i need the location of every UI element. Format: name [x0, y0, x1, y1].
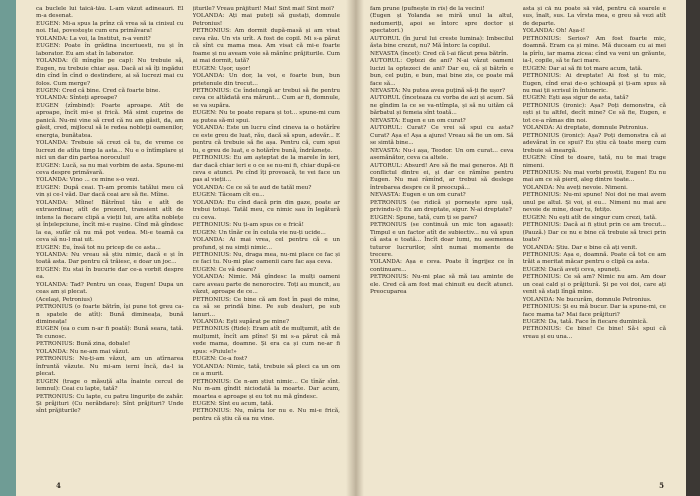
dialogue-paragraph: (Acelaşi, Petronius): [36, 296, 93, 303]
dialogue-paragraph: PETRONIUS (se continuă un mic ton agasat): Timpul e un factor atît de subiectiv... nu vă spun că asta e toată... Încît doar lumi, nu asemenea tuturor lucrurilor, sînt numai momente de trecere.: [370, 222, 514, 258]
dialogue-paragraph: EUGEN: Eu, însă tot nu pricep de ce asta...: [36, 244, 161, 251]
dialogue-paragraph: fam prune (pufnește în rîs) de la vecini!: [370, 6, 485, 12]
dialogue-paragraph: EUGEN (zîmbind): Foarte aproape. Atît de aproape, încît mi-e și frică. Mă simt cuprins de panică. Nu-mi vine să cred că nu am găsit, da, am găsit, cred, mijlocul să le redea nobleţii oamenilor, energia, bunătatea.: [36, 102, 184, 139]
dialogue-paragraph: EUGEN: Dar ai să fii tot mare acum, tată.: [522, 65, 643, 72]
dialogue-paragraph: EUGEN: Lucă, sa nu mai vorbim de asta. Spune-mi ceva despre primăvară.: [36, 162, 184, 176]
page-number-right: 5: [659, 481, 664, 490]
dialogue-paragraph: PETRONIUS: Ce n-am știut nimic... Ce tînăr sînt. Nu m-am gîndit niciodată la moarte. Dar acum, moartea e aproape și eu tot nu mă gîndesc.: [192, 378, 340, 400]
dialogue-paragraph: YOLANDA: Sînteți aproape?: [36, 95, 118, 102]
dialogue-paragraph: YOLANDA: Ai dreptate, domnule Petronius.: [522, 125, 649, 132]
dialogue-paragraph: EUGEN: Sînt eu acum, tată.: [192, 401, 274, 408]
dialogue-paragraph: PETRONIUS: Ai dreptate! Ai fost și tu mic, Eugen, cînd erai de-o șchioapă și ți-am spus să nu mai ții scrisul în întuneric.: [522, 73, 666, 94]
right-page-column-1: [370, 6, 514, 476]
left-page: [16, 0, 354, 496]
dialogue-paragraph: jiturile? Vreau prăjituri! Mai! Sînt mai! Sînt moi?: [192, 6, 335, 12]
book-back-edge: [686, 0, 700, 496]
dialogue-paragraph: PETRONIUS: Bună zina, dobale!: [36, 341, 131, 348]
dialogue-paragraph: PETRONIUS: Dacă ai fi știut prin ce am trecut... (Pauză.) Dar ce nu e bine că trebuie să treci prin toate?: [522, 222, 666, 244]
dialogue-paragraph: YOLANDA: Ce ce să te aud de tatăl meu?: [192, 184, 312, 191]
dialogue-paragraph: NEVASTA: Eugen e un om curat?: [370, 117, 466, 124]
dialogue-paragraph: YOLANDA: Ai mai vrea, cel pentru că e un profund, și nu simți nimic...: [192, 237, 340, 251]
dialogue-paragraph: PETRONIUS: Eu am așteptat de la marele în ieri, dar dacă chiar ieri e o ce se nu-mi fi, chiar după-ce ceva e atunci. Pe cînd îți provoacă, te vei face un pas al vieții...: [192, 155, 340, 184]
dialogue-paragraph: EUGEN: Ușor, ușor!: [192, 65, 251, 72]
dialogue-paragraph: NEVASTA: Nu-i așa, Teodor. Un om curat... ceva asemănător, ceva ca altele.: [370, 147, 514, 162]
right-page-columns: [370, 6, 666, 476]
dialogue-paragraph: EUGEN: Eu stai în bucurie dar ce-a vorbit despre ea.: [36, 266, 184, 281]
dialogue-paragraph: YOLANDA: Ești supărat pe mine?: [192, 319, 290, 326]
left-page-column-2: [193, 6, 341, 476]
dialogue-paragraph: PETRONIUS (se ridică și pornește spre ușă, privindu-i): Eu am dreptate, sigur. N-ai dreptate?: [370, 199, 514, 214]
book-cover-edge: [0, 0, 16, 496]
dialogue-paragraph: YOLANDA: Tad? Pentru un ceas, Eugen! Dupa un ceas am și plecat.: [36, 281, 184, 296]
dialogue-paragraph: PETRONIUS: Nu mai vorbi prostii, Eugen! Eu nu mai am ce să pierd, aleg dintre toate...: [522, 169, 666, 184]
dialogue-paragraph: PETRONIUS: Ce bine! Ce bine! Să-i spui că vreau și eu una...: [522, 326, 666, 340]
dialogue-paragraph: PETRONIUS: Nu-ți-am văzut, am un atîrnarea înfruntă văzute. Nu mi-am ierni încă, da-l ia plecat.: [36, 356, 184, 378]
dialogue-paragraph: EUGEN: Mi-a spus la prînz că vrea să ia cinisul cu noi. Hai, povesteşte cum era primăvara!: [36, 20, 184, 35]
dialogue-paragraph: NEVASTA: Eugen e un om curat?: [370, 192, 466, 199]
dialogue-paragraph: PETRONIUS: Nu ți-am spus ce e frică!: [192, 222, 304, 229]
dialogue-paragraph: YOLANDA: Vino ... ce mine s-o vezi.: [36, 177, 140, 184]
dialogue-paragraph: YOLANDA: Nimic, tată, trebuie să pleci ca un om ce a murit.: [192, 363, 340, 378]
dialogue-paragraph: EUGEN: Nu te poate repara și tot... spune-mi cum aș putea să-mi spui.: [192, 110, 340, 124]
dialogue-paragraph: EUGEN: Un tînăr ce în celula vie nu-ți ucide...: [192, 229, 326, 236]
dialogue-paragraph: PETRONIUS: Am dormit după-masă și am visat ceva rău. Un vis urît. A fost de copil. Mi s-a părut că sînt cu mama mea. Am visat că mi-e foarte foame și nu aveam voie să mănînc prăjiturile. Cum ai mai dormit, tată?: [192, 28, 340, 65]
dialogue-paragraph: EUGEN: Dacă aveți ceva, spuneți.: [522, 266, 621, 273]
dialogue-paragraph: EUGEN: Spune, tată, cum ți se pare?: [370, 214, 478, 221]
dialogue-paragraph: EUGEN: După ceai. Ți-am promis tatălui meu că vin și ce-l văd. Dar dacă ceai are să fie. Mîine.: [36, 184, 184, 199]
dialogue-paragraph: EUGEN: Nu ești atît de singur cum crezi, tată.: [522, 214, 657, 221]
dialogue-paragraph: PETRONIUS: Cu lapte, cu patru lingurițe de zahăr. Și prăjituri (Cu nerăbdare): Sînt prăjituri? Unde sînt prăjiturile?: [36, 393, 184, 415]
dialogue-paragraph: YOLANDA: Ne bucurăm, domnule Petronius.: [522, 296, 652, 303]
dialogue-paragraph: PETRONIUS (ironic): Așa? Poți demonstra că ai adevărat în ce spui? Eu știu că toate merg cum trebuie să meargă.: [522, 132, 666, 154]
dialogue-paragraph: YOLANDA: Este un lucru cînd cineva ia o hotărîre ce este greu de luat, rău, dacă să spun, adevăr... E pentru că trebuie să fie așa. Pentru că, cum spui tu, e greu de luat, e o hotărîre bună, îndrăznețe.: [192, 125, 340, 154]
dialogue-paragraph: AUTORUL (în jurul lui creste lumina): Imbecilul ăsta bine crezut, nu? Mă întorc la copilul.: [370, 35, 514, 50]
dialogue-paragraph: YOLANDA: Ați mai puteți să gustați, domnule Petronius!: [192, 13, 340, 27]
dialogue-paragraph: EUGEN: Cred că bine. Cred că foarte bine.: [36, 87, 161, 94]
dialogue-paragraph: PETRONIUS (ironic): Așa? Poți demonstra, că ești și tu altfel, decît mine? Ce să fie, Eugen, e tot ce-a rămas din noi.: [522, 102, 666, 124]
dialogue-paragraph: PETRONIUS: Serios? Am fost foarte mic, doamnă. Eram ca și mine. Mă duceam cu ai mei la pîrîu, iar mama zicea: cînd va veni un grăunte, ia-l, copile, să te faci mare.: [522, 35, 666, 65]
dialogue-paragraph: PETRONIUS: Nu, draga mea, nu-mi place ce fac și ce faci tu. Nu-mi plac oamenii care fac așa ceva.: [192, 251, 340, 266]
left-page-columns: [36, 6, 340, 476]
dialogue-paragraph: (Eugen și Yolanda se miră unul la altul, nedumeriți, apoi se întorc spre doctor și spectatori.): [370, 13, 514, 35]
dialogue-paragraph: EUGEN: Ce-a fost?: [192, 356, 248, 363]
dialogue-paragraph: PETRONIUS: Ce bine că am fost în pași de mine, ca să se prindă bine. Pe sub dealuri, pe sub lanuri...: [192, 296, 340, 318]
dialogue-paragraph: EUGEN: Ce vă doare?: [192, 266, 257, 273]
dialogue-paragraph: PETRONIUS: Așa e, doamnă. Poate că tot ce am trăit a meritat măcar pentru o clipă ca asta.: [522, 251, 666, 266]
dialogue-paragraph: YOLANDA: Știu. Dar e bine că ați venit.: [522, 244, 638, 251]
dialogue-paragraph: PETRONIUS (Ride): Eram atît de mulțumit, atît de mulțumit, încît am plîns! Și mi s-a părut că mă vede mama, doamne. Și era ca și cum ne-ar fi spus: «Puiule!»: [192, 326, 340, 355]
left-page-column-1: [36, 6, 184, 476]
dialogue-paragraph: YOLANDA: Un dor, la voi, e foarte bun, bun prietenule din trecut...: [192, 73, 340, 87]
dialogue-paragraph: AUTORUL (înceteaza cu vorba de azi și acum. Să ne gîndim la ce se va-ntîmpla, și să nu uităm că bărbatul și femeia sînt toată...: [370, 95, 514, 117]
dialogue-paragraph: NEVASTA: Nu putea avea puțină să-ți fie ușor?: [370, 87, 506, 94]
dialogue-paragraph: EUGEN: Poate în grădina inceriuesti, nu și în laborator. Eu am stat în laborator.: [36, 43, 184, 57]
dialogue-paragraph: YOLANDA: Mîine! Bătrînul tău e atît de extraordinar, atît de prezent, transient atît de intens la fiecare clipă a vieții lui, are atîta noblețe și înțelepciune, încît mi-e rușine. Cînd mă gîndesc la ea, sufăr că nu mă pot vedea. Mi-e teamă ca ceva să nu-l mai uit.: [36, 199, 184, 244]
dialogue-paragraph: asta și că nu poate să văd, pentru că soarele e sus, înalt, sus. La vîrsta mea, e greu să vezi atît de departe.: [522, 6, 666, 27]
dialogue-paragraph: AUTORUL: Absurd! Are să fie mai generos. Ați fi conflictul dintre ei, și dar ce rămîne pentru Eugen. Nu mai râmînd, ar trebui să deslege întrebarea despre ce îl preocupă...: [370, 162, 514, 191]
dialogue-paragraph: PETRONIUS: Ce îndelungă ar trebui să fie pentru ceva ce altădată era mărunt... Cum ar fi, domnule, se va supăra.: [192, 87, 340, 109]
dialogue-paragraph: YOLANDA: Așa e ceva. Poate îl îngrijez ce în continuare...: [370, 259, 514, 273]
dialogue-paragraph: YOLANDA: Nu vreau să știu nimic, dacă e și în toată asta. Dar pentru că trăiesc, e doar un joc...: [36, 251, 184, 266]
dialogue-paragraph: EUGEN (ea o cum n-ar fi poată): Bună seara, tată. Te cunosc.: [36, 326, 184, 340]
right-page-column-2: [523, 6, 667, 476]
dialogue-paragraph: YOLANDA: Nimic. Mă gîndesc la mulți oameni care aveau parte de nenorocire. Toți au muncit, au văzut, aproape de ce...: [192, 274, 340, 296]
dialogue-paragraph: EUGEN: Tăceam cît eu...: [192, 192, 265, 199]
dialogue-paragraph: EUGEN (trage o măsuță alta înainte cercul de lemnul): Ceai cu lapte, tată?: [36, 378, 184, 393]
dialogue-paragraph: ca buclele lui taică-tău. L-am văzut adineauri. El m-a desenat.: [36, 6, 184, 20]
dialogue-paragraph: PETRONIUS: Nu-mi spune! Noi doi ne mai avem unul pe altul. Și voi, și eu... Nimeni nu mai are nevoie de mine, doar tu, fetițo.: [522, 192, 666, 214]
dialogue-paragraph: YOLANDA: Trebuie să crezi că tu, de vreme ce lucrezi de atîta timp la asta... Nu e o întîmplare și nici un dar din partea norocului!: [36, 140, 184, 162]
dialogue-paragraph: YOLANDA: Eu cînd dacă prin din gaze, poate ar trebui totuși. Tatăl meu, cu nimic sau în legătură cu ceva.: [192, 199, 340, 221]
dialogue-paragraph: YOLANDA: Nu ne-am mai văzut.: [36, 348, 130, 355]
dialogue-paragraph: EUGEN: Da, tată. Face în fiecare duminică.: [522, 319, 648, 326]
dialogue-paragraph: NEVASTA (încet): Cred că l-ai făcut prea bătrîn.: [370, 50, 509, 57]
dialogue-paragraph: PETRONIUS: Nu, măria lor nu e. Nu mi-e frică, pentru că știu că ea nu vine.: [192, 408, 340, 422]
dialogue-paragraph: YOLANDA: La voi, la Institut, n-a venit?: [36, 35, 151, 42]
dialogue-paragraph: YOLANDA: Oh! Așa-i!: [522, 28, 586, 35]
dialogue-paragraph: PETRONIUS: Și eu mă bucur. Dar ia spune-mi, ce face mama ta? Mai face prăjituri?: [522, 304, 666, 318]
page-number-left: 4: [56, 481, 61, 490]
dialogue-paragraph: YOLANDA: Nu aveți nevoie. Nimeni.: [522, 184, 628, 191]
dialogue-paragraph: PETRONIUS: Nu-mi plac să mă iau aminte de ele. Cred că am fost mai chinuit eu decît atunci. Preocuparea: [370, 274, 514, 296]
dialogue-paragraph: PETRONIUS: Ce să am? Nimic nu am. Am doar un ceai cald și o prăjitură. Și pe voi doi, care ați venit să stați lîngă mine.: [522, 274, 666, 296]
dialogue-paragraph: PETRONIUS (o foarte bătrîn, își pune tot greu ca-n spatele de atît): Bună dimineața, bună dimineața!: [36, 304, 184, 326]
dialogue-paragraph: EUGEN: Cînd te doare, tată, nu te mai trage nimeni.: [522, 155, 666, 169]
right-page: [354, 0, 686, 496]
dialogue-paragraph: AUTORUL: Optezi de ani? N-ai văzut oameni lucizi la optezeci de ani? Dar eu, că și bătrîn e bun, cel puțin, e bun, mai bine zis, ce poate mă face să...: [370, 58, 514, 87]
dialogue-paragraph: EUGEN: Ești așa sigur de asta, tată?: [522, 95, 629, 102]
dialogue-paragraph: YOLANDA: (îl mîngîie pe cap): Nu trebuie să, Eugen, nu trebuie chiar așa. Dacă ai să îți ingădui din cînd în cînd o destindere, ai să lucrezi mai cu folos. Cum merge?: [36, 58, 184, 87]
dialogue-paragraph: AUTORUL: Curat? Ce vrei să spui cu asta? Curat? Așa e! Așa a ajuns! Vreau să fie un om. Să se simtă bine...: [370, 125, 514, 147]
